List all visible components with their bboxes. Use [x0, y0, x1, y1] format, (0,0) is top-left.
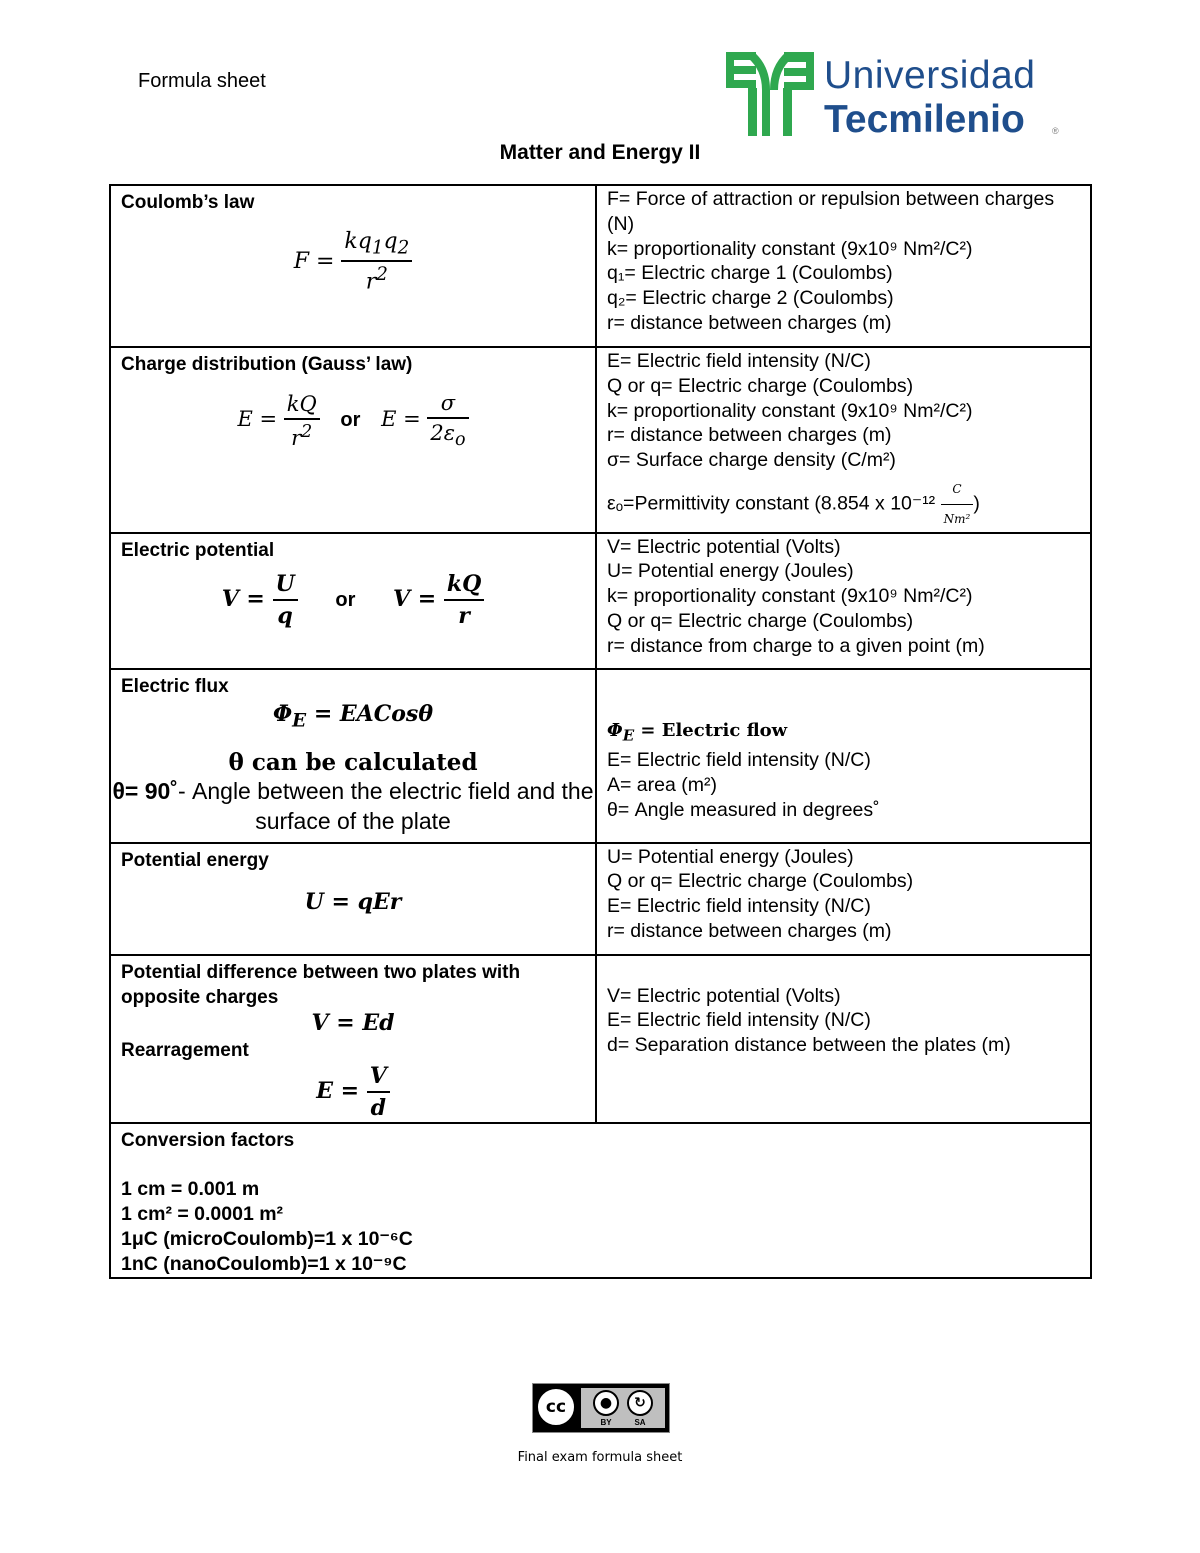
- conversion-factors-label: Conversion factors: [121, 1129, 295, 1151]
- cell-energy-formula: [110, 843, 596, 955]
- definition-item: q₂= Electric charge 2 (Coulombs): [607, 287, 894, 310]
- definition-item: σ= Surface charge density (C/m²): [607, 449, 896, 472]
- conversion-list: [111, 1177, 1090, 1277]
- license-by-text: BY: [600, 1418, 612, 1427]
- definition-item: q₁= Electric charge 1 (Coulombs): [607, 262, 893, 285]
- permittivity-unit-den: Nm²: [943, 511, 971, 526]
- creative-commons-icon: cc: [535, 1386, 577, 1428]
- page-footer: Final exam formula sheet: [517, 1450, 683, 1465]
- theta-desc-text: - Angle between the electric field and the surface of the plate: [177, 777, 594, 834]
- table-row-conversion: [110, 1123, 1091, 1278]
- cell-potential-defs: [596, 533, 1091, 669]
- definition-item: V= Electric potential (Volts): [607, 984, 841, 1007]
- conversion-item: 1 cm = 0.001 m: [121, 1177, 260, 1200]
- potential-definitions: [597, 534, 1090, 659]
- conversion-item: 1 cm² = 0.0001 m²: [121, 1202, 284, 1225]
- cc-by-sa-license-badge: [532, 1383, 670, 1433]
- permittivity-text: εₒ=Permittivity constant (8.854 x 10⁻¹²: [607, 492, 936, 515]
- permittivity-close: ): [973, 492, 980, 515]
- gauss-or-label: or: [340, 409, 361, 432]
- theta-value: θ= 90˚: [112, 777, 178, 804]
- definition-item: V= Electric potential (Volts): [607, 535, 841, 558]
- cell-gauss-defs: [596, 347, 1091, 533]
- flux-flow-definition: $\Phi_E$ = Electric flow: [607, 719, 788, 745]
- definition-item: A= area (m²): [607, 773, 717, 796]
- plates-definitions: [597, 983, 1090, 1058]
- table-row-energy: [110, 843, 1091, 955]
- definition-item: Q or q= Electric charge (Coulombs): [607, 609, 914, 632]
- flux-definitions: [597, 718, 1090, 823]
- definition-item: E= Electric field intensity (N/C): [607, 895, 871, 918]
- gauss-law-label: Charge distribution (Gauss’ law): [121, 354, 413, 375]
- potential-energy-label: Potential energy: [121, 849, 269, 871]
- license-terms-panel: [581, 1388, 665, 1428]
- gauss-definitions: [597, 348, 1090, 532]
- conversion-item: 1nC (nanoCoulomb)=1 x 10⁻⁹C: [121, 1252, 407, 1275]
- cell-coulomb-formula: [110, 185, 596, 347]
- definition-item: U= Potential energy (Joules): [607, 845, 854, 868]
- cell-potential-formula: [110, 533, 596, 669]
- definition-item: r= distance from charge to a given point (m): [607, 634, 985, 657]
- plates-formula-e: E = $\frac{V}{d}$: [111, 1063, 595, 1121]
- permittivity-unit-num: C: [941, 477, 974, 505]
- logo-text-universidad: Universidad: [824, 54, 1036, 97]
- table-row-potential: [110, 533, 1091, 669]
- table-row-plates: [110, 955, 1091, 1123]
- definition-item: d= Separation distance between the plates (m): [607, 1034, 1011, 1057]
- definition-item: r= distance between charges (m): [607, 919, 892, 942]
- document-header-label: Formula sheet: [138, 70, 266, 92]
- gauss-formula: E = $\frac{kQ}{r^2}$ or E = $\frac{\sigma}{2\varepsilon_o}$: [111, 391, 595, 450]
- coulomb-formula: F = $\frac{kq_1q_2}{r^2}$: [111, 229, 595, 295]
- definition-item: r= distance between charges (m): [607, 424, 892, 447]
- logo-registered-mark: ®: [1052, 126, 1059, 136]
- energy-definitions: [597, 844, 1090, 944]
- cell-plates-formula: [110, 955, 596, 1123]
- theta-description: [111, 776, 595, 836]
- permittivity-unit: [941, 477, 974, 532]
- potential-energy-formula: U = qEr: [304, 888, 402, 915]
- tecmilenio-leaf-icon: [724, 48, 816, 140]
- coulomb-definitions: [597, 186, 1090, 336]
- tecmilenio-logo: [724, 48, 1064, 140]
- cell-coulomb-defs: [596, 185, 1091, 347]
- definition-item: k= proportionality constant (9x10⁹ Nm²/C²): [607, 585, 973, 608]
- table-row-gauss: [110, 347, 1091, 533]
- potential-or-label: or: [335, 588, 356, 611]
- definition-item: k= proportionality constant (9x10⁹ Nm²/C²): [607, 399, 973, 422]
- electric-flux-label: Electric flux: [121, 675, 229, 697]
- definition-item: E= Electric field intensity (N/C): [607, 350, 871, 372]
- cell-plates-defs: [596, 955, 1091, 1123]
- cell-flux-defs: [596, 669, 1091, 843]
- attribution-person-icon: ●: [593, 1390, 619, 1416]
- cell-conversion: [110, 1123, 1091, 1278]
- plates-formula-v: V = Ed: [311, 1009, 395, 1036]
- page-title: Matter and Energy II: [499, 141, 701, 164]
- table-row-flux: [110, 669, 1091, 843]
- coulomb-law-label: Coulomb’s law: [121, 192, 255, 213]
- cell-flux-formula: [110, 669, 596, 843]
- definition-item: θ= Angle measured in degrees˚: [607, 798, 880, 821]
- definition-item: E= Electric field intensity (N/C): [607, 748, 871, 771]
- cell-energy-defs: [596, 843, 1091, 955]
- electric-flux-formula: $\Phi_E$ = EACosθ: [273, 700, 433, 731]
- definition-item: Q or q= Electric charge (Coulombs): [607, 374, 914, 397]
- electric-potential-label: Electric potential: [121, 539, 275, 561]
- conversion-item: 1μC (microCoulomb)=1 x 10⁻⁶C: [121, 1227, 413, 1250]
- license-sa-text: SA: [634, 1418, 646, 1427]
- theta-calc-heading: θ can be calculated: [228, 748, 478, 776]
- definition-item: F= Force of attraction or repulsion between charges (N): [607, 188, 1055, 235]
- share-alike-icon: ↻: [627, 1390, 653, 1416]
- definition-item: r= distance between charges (m): [607, 311, 892, 334]
- rearrangement-label: Rearragement: [121, 1039, 249, 1061]
- permittivity-definition: [607, 477, 1080, 532]
- definition-item: E= Electric field intensity (N/C): [607, 1009, 871, 1032]
- definition-item: U= Potential energy (Joules): [607, 560, 854, 583]
- cell-gauss-formula: [110, 347, 596, 533]
- plates-label: Potential difference between two plates with opposite charges: [121, 961, 521, 1008]
- definition-item: Q or q= Electric charge (Coulombs): [607, 870, 914, 893]
- definition-item: k= proportionality constant (9x10⁹ Nm²/C²): [607, 237, 973, 260]
- table-row-coulomb: [110, 185, 1091, 347]
- electric-potential-formula: V = $\frac{U}{q}$ or V = $\frac{kQ}{r}$: [111, 571, 595, 629]
- logo-text-tecmilenio: Tecmilenio: [824, 98, 1025, 141]
- formula-table: [109, 184, 1092, 1279]
